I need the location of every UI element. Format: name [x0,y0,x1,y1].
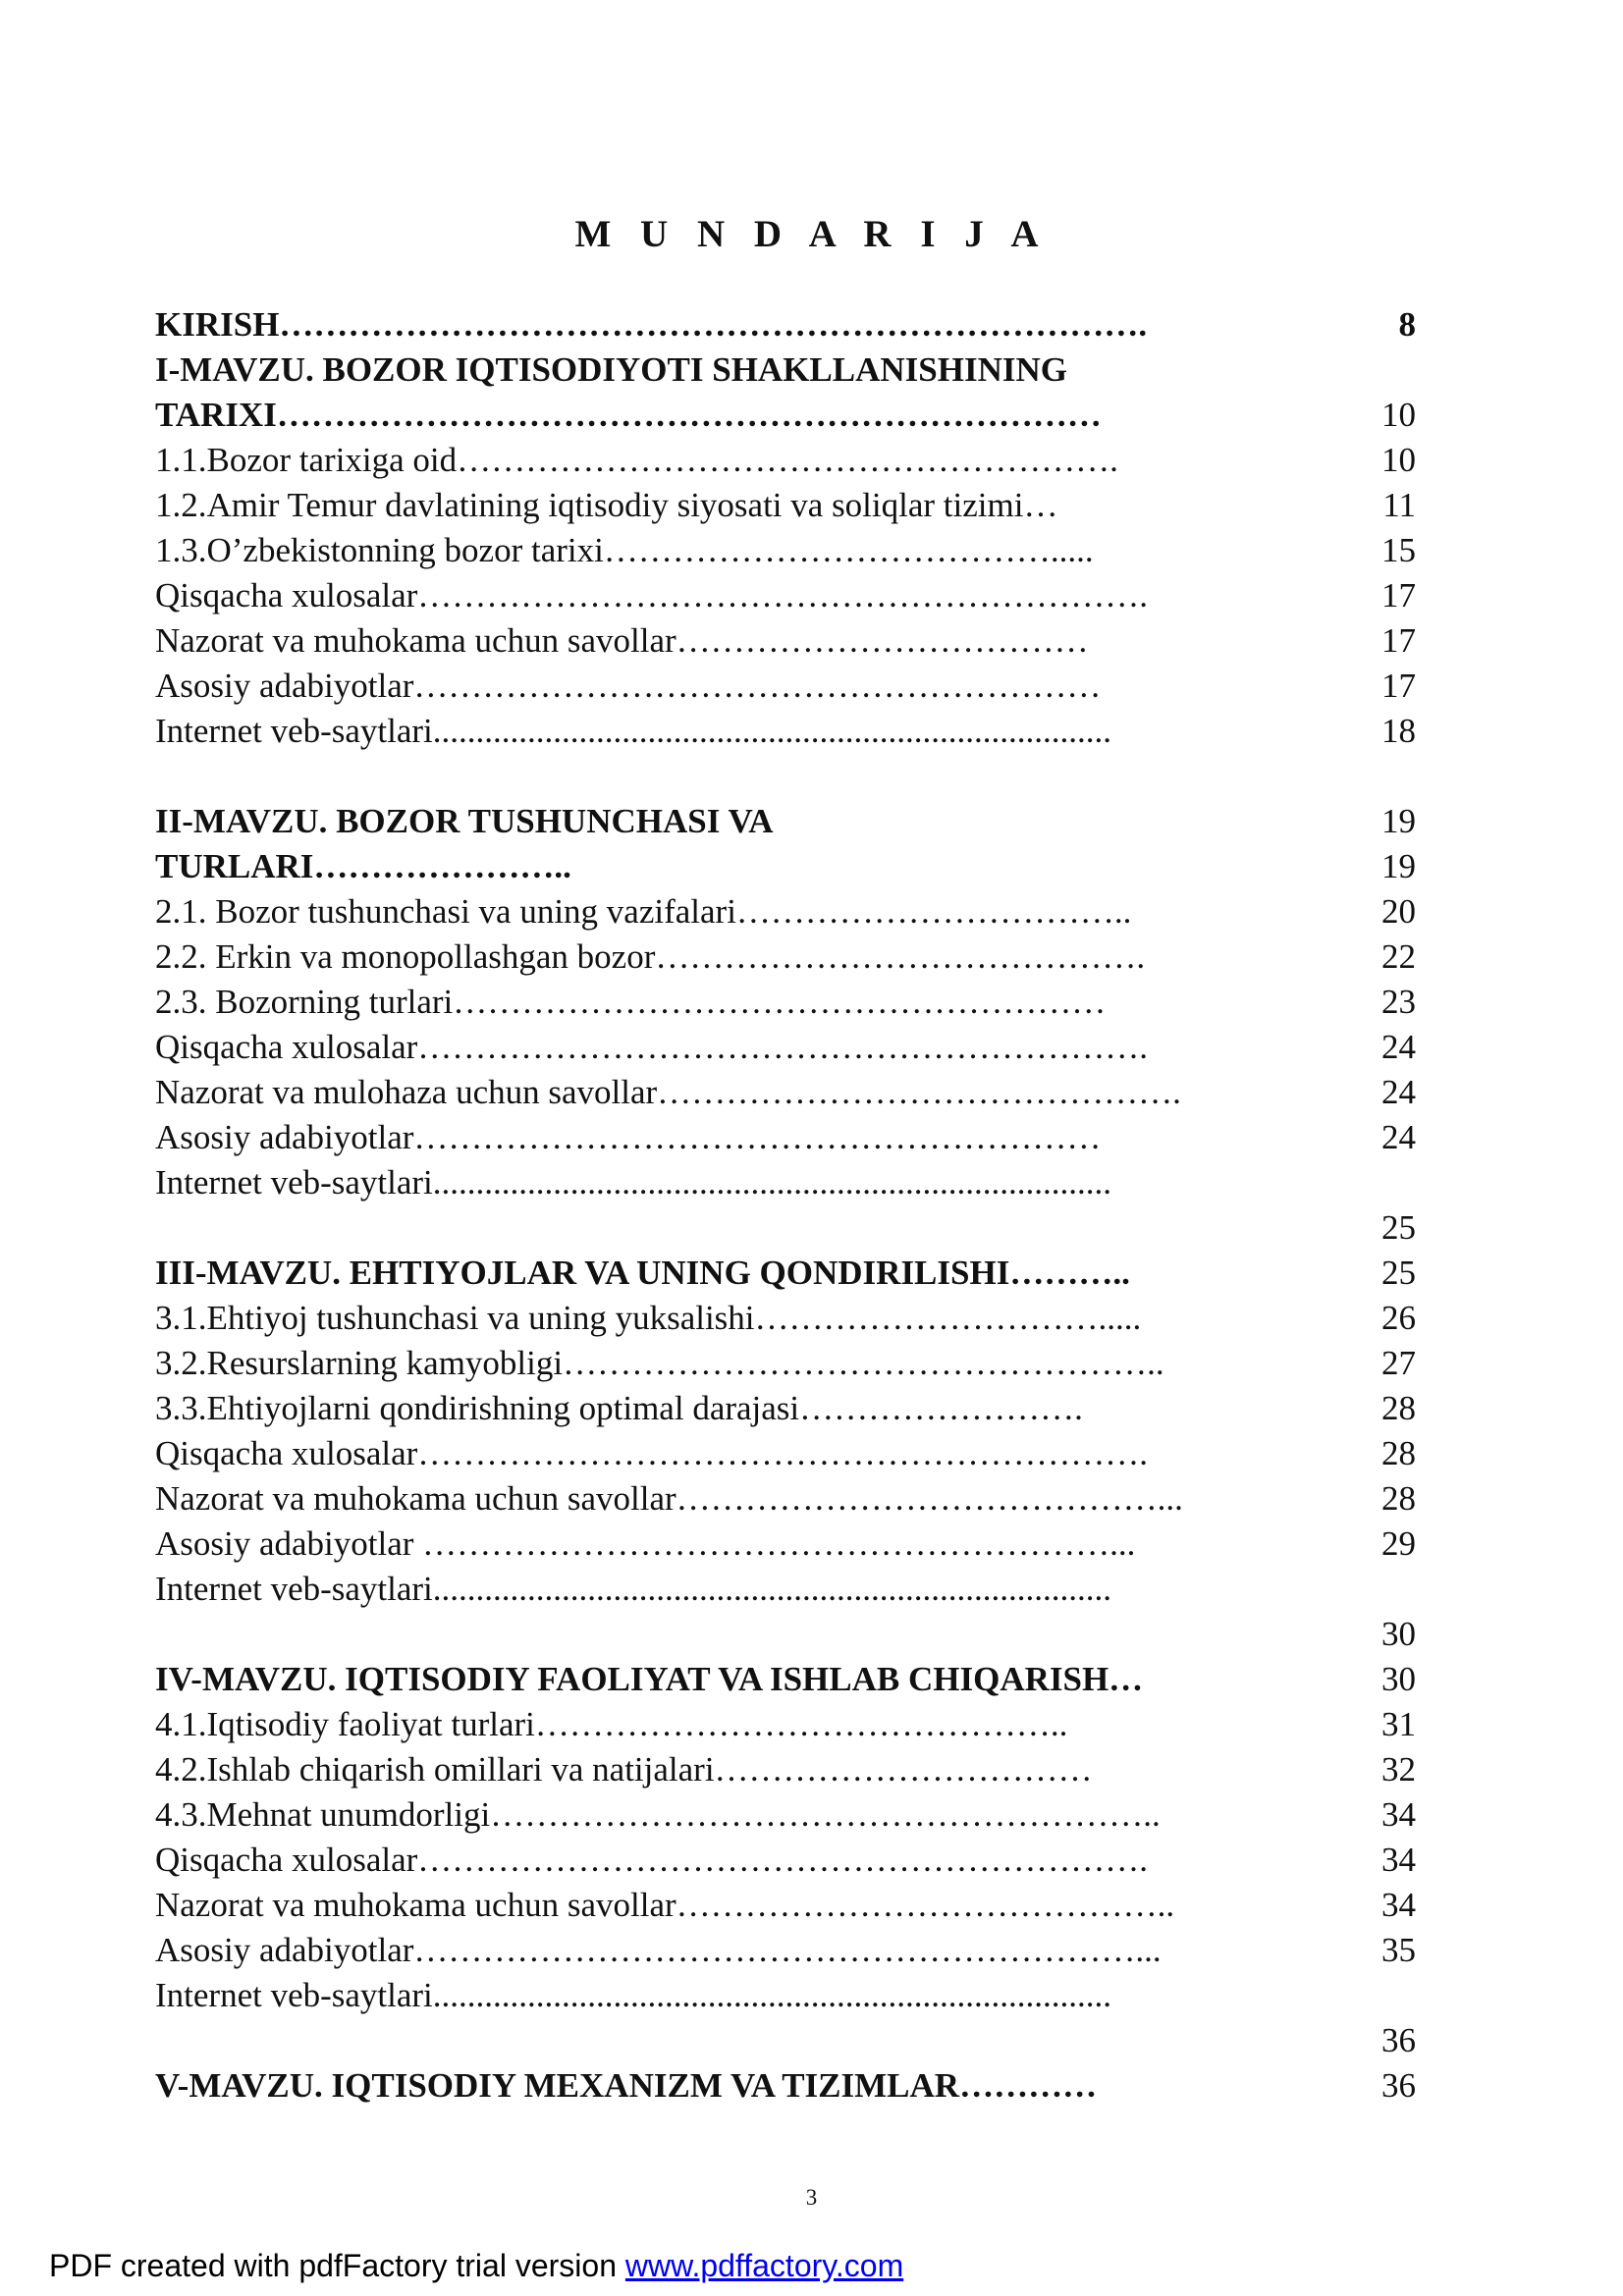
toc-page-number: 11 [1382,486,1416,524]
toc-entry: 2.2. Erkin va monopollashgan bozor……………………………………. [155,937,1146,976]
page-number: 3 [805,2185,818,2210]
toc-entry: Asosiy adabiyotlar………………………………………………………... [155,1931,1162,1969]
toc-page-number: 36 [1381,2021,1416,2059]
toc-page-number: 24 [1381,1118,1416,1156]
toc-page-number: 24 [1381,1028,1416,1066]
toc-entry: 3.2.Resurslarning kamyobligi…………………………………………….. [155,1344,1164,1382]
toc-page-number: 35 [1381,1931,1416,1969]
toc-page-number: 25 [1381,1208,1416,1247]
toc-page-number: 30 [1381,1615,1416,1653]
footer-text: PDF created with pdfFactory trial version [49,2248,625,2283]
footer-link[interactable]: www.pdffactory.com [624,2248,904,2283]
toc-entry: 3.1.Ehtiyoj tushunchasi va uning yuksalishi…………………………..... [155,1299,1142,1337]
toc-page-number: 34 [1381,1886,1416,1924]
toc-page-number: 19 [1381,802,1416,840]
toc-page-number: 34 [1381,1795,1416,1834]
toc-entry: I-MAVZU. BOZOR IQTISODIYOTI SHAKLLANISHINING [155,350,1068,389]
toc-page-number: 29 [1381,1524,1416,1563]
toc-entry: TARIXI……………………………………………………………… [155,396,1102,434]
toc-page-number: 10 [1381,396,1416,434]
toc-entry: TURLARI………………….. [155,847,571,885]
toc-entry: V-MAVZU. IQTISODIY MEXANIZM VA TIZIMLAR………… [155,2066,1098,2105]
toc-page-number: 17 [1381,621,1416,660]
toc-page-number: 20 [1381,892,1416,931]
toc-page-number: 30 [1381,1660,1416,1698]
toc-page-number: 22 [1381,937,1416,976]
toc-entry: Internet veb-saytlari............................................................................... [155,1163,1112,1201]
toc-entry: 4.1.Iqtisodiy faoliyat turlari……………………………………….. [155,1705,1068,1743]
toc-entry: Internet veb-saytlari............................................................................... [155,712,1112,750]
toc-entry: Nazorat va muhokama uchun savollar…………………………………….. [155,1886,1175,1924]
toc-page-number: 18 [1381,712,1416,750]
toc-page-number: 8 [1398,305,1416,344]
toc-entry: Asosiy adabiyotlar…………………………………………………… [155,667,1102,705]
toc-entry: 2.1. Bozor tushunchasi va uning vazifalari…………………………….. [155,892,1132,931]
toc-entry: Qisqacha xulosalar………………………………………………………. [155,576,1149,614]
toc-entry: Asosiy adabiyotlar ……………………………………………………... [155,1524,1136,1563]
toc-entry: IV-MAVZU. IQTISODIY FAOLIYAT VA ISHLAB CHIQARISH… [155,1660,1144,1698]
toc-page-number: 19 [1381,847,1416,885]
toc-page-number: 32 [1381,1750,1416,1789]
toc-page-number: 31 [1381,1705,1416,1743]
toc-entry: Qisqacha xulosalar………………………………………………………. [155,1434,1149,1472]
toc-entry: 1.2.Amir Temur davlatining iqtisodiy siyosati va soliqlar tizimi… [155,486,1058,524]
toc-entry: 1.1.Bozor tarixiga oid…………………………………………………. [155,441,1118,479]
toc-entry: Internet veb-saytlari............................................................................... [155,1976,1112,2014]
toc-page-number: 17 [1381,576,1416,614]
toc-entry: III-MAVZU. EHTIYOJLAR VA UNING QONDIRILISHI……….. [155,1254,1130,1292]
toc-entry: Qisqacha xulosalar………………………………………………………. [155,1841,1149,1879]
pdf-footer [49,2244,903,2287]
toc-page-number: 15 [1381,531,1416,569]
toc-entry: Internet veb-saytlari............................................................................... [155,1570,1112,1608]
toc-entry: Nazorat va mulohaza uchun savollar………………………………………. [155,1073,1181,1111]
toc-page-number: 25 [1381,1254,1416,1292]
toc-entry: II-MAVZU. BOZOR TUSHUNCHASI VA [155,802,774,840]
toc-page-number: 10 [1381,441,1416,479]
toc-entry: 4.3.Mehnat unumdorligi………………………………………………….. [155,1795,1161,1834]
page-title: M U N D A R I J A [574,213,1049,255]
toc-page-number: 27 [1381,1344,1416,1382]
toc-page-number: 23 [1381,983,1416,1021]
toc-entry: 2.3. Bozorning turlari………………………………………………… [155,983,1107,1021]
toc-page-number: 28 [1381,1479,1416,1518]
toc-page-number: 24 [1381,1073,1416,1111]
toc-entry: Qisqacha xulosalar………………………………………………………. [155,1028,1149,1066]
toc-entry: 4.2.Ishlab chiqarish omillari va natijalari…………………………… [155,1750,1093,1789]
toc-page-number: 34 [1381,1841,1416,1879]
toc-entry: Asosiy adabiyotlar…………………………………………………… [155,1118,1102,1156]
toc-entry: Nazorat va muhokama uchun savollar……………………………………... [155,1479,1183,1518]
toc-entry: Nazorat va muhokama uchun savollar……………………………… [155,621,1089,660]
toc-page-number: 26 [1381,1299,1416,1337]
toc-page-number: 36 [1381,2066,1416,2105]
toc-page-number: 28 [1381,1389,1416,1427]
toc-page-number: 28 [1381,1434,1416,1472]
toc-entry: 1.3.O’zbekistonning bozor tarixi…………………………………..... [155,531,1094,569]
toc-entry: 3.3.Ehtiyojlarni qondirishning optimal darajasi……………………. [155,1389,1083,1427]
toc-entry: KIRISH…………………………………………………………………. [155,305,1148,344]
toc-page-number: 17 [1381,667,1416,705]
